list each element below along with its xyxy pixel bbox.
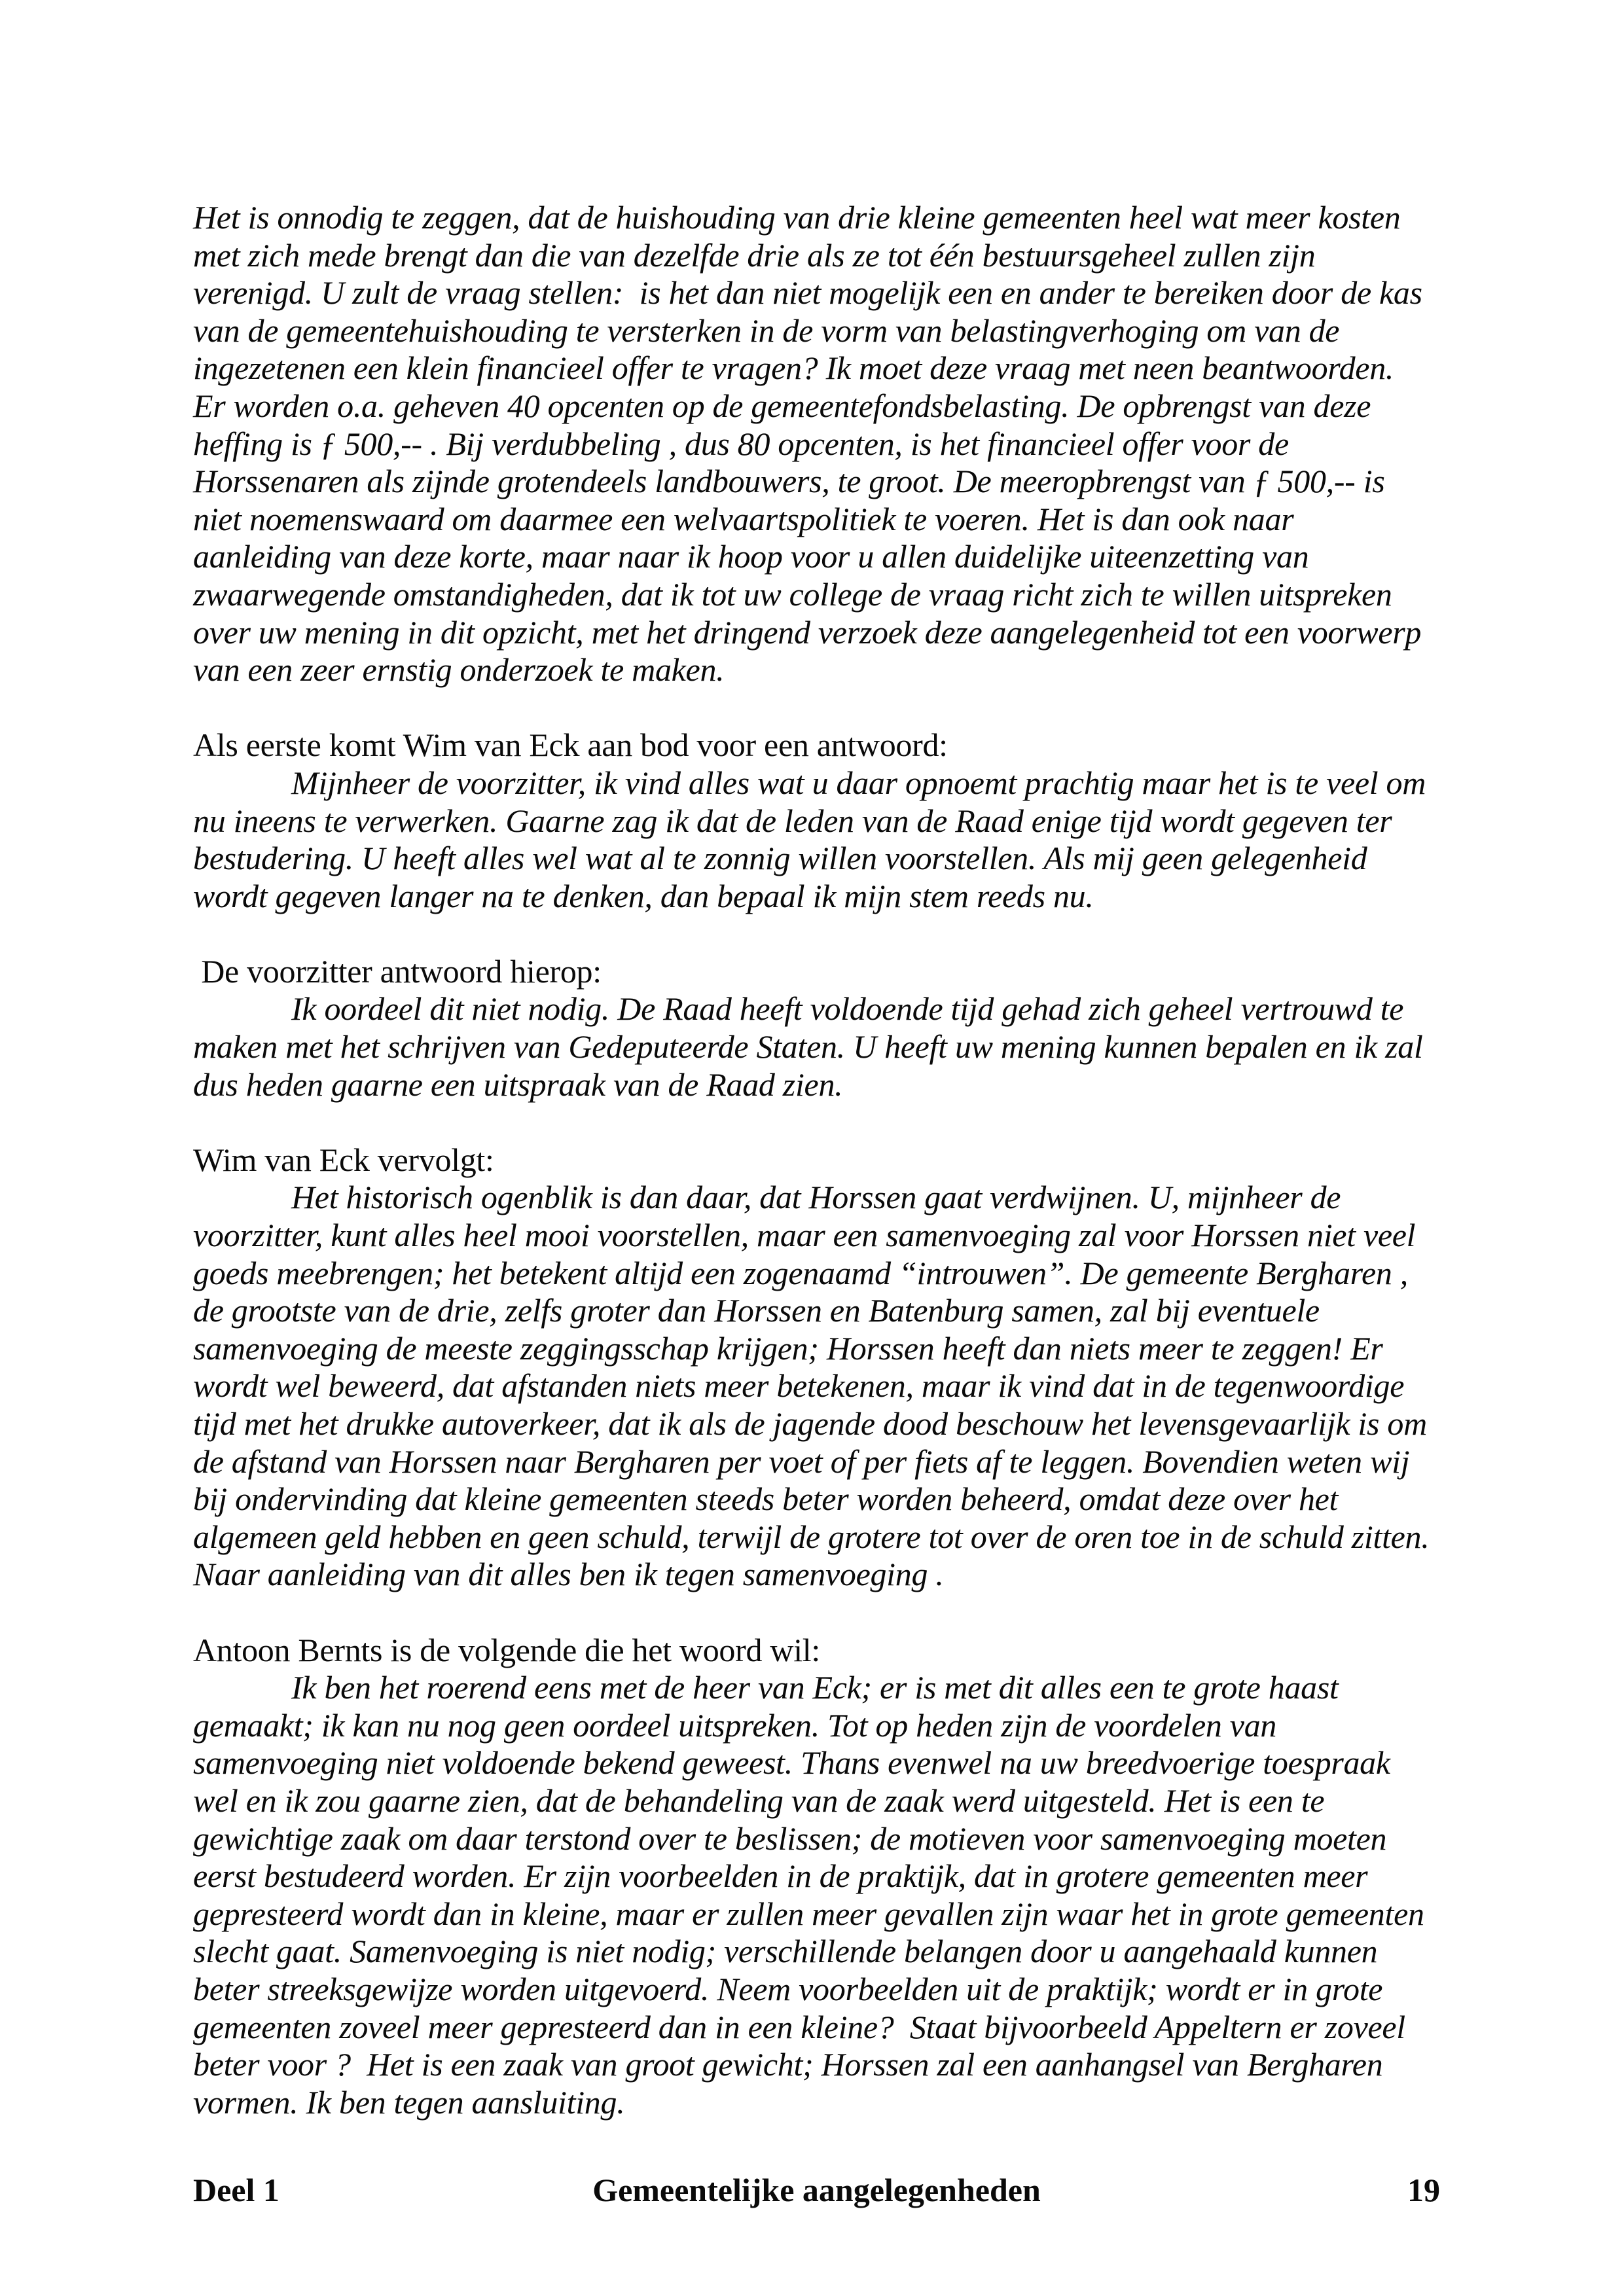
opening-paragraph: Het is onnodig te zeggen, dat de huishouding van drie kleine gemeenten heel wat meer kosten met zich mede brengt dan die van dezelfde drie als ze tot één bestuursgeheel zullen zijn verenigd. U zult de vraag stellen: is het dan niet mogelijk een en ander te bereiken door de kas van de gemeentehuishouding te versterken in de vorm van belastingverhoging om van de ingezetenen een klein financieel offer te vragen? Ik moet deze vraag met neen beantwoorden. Er worden o.a. geheven 40 opcenten op de gemeentefondsbelasting. De opbrengst van deze heffing is ƒ 500,-- . Bij verdubbeling , dus 80 opcenten, is het financieel offer voor de Horssenaren als zijnde grotendeels landbouwers, te groot. De meeropbrengst van ƒ 500,-- is niet noemenswaard om daarmee een welvaartspolitiek te voeren. Het is dan ook naar aanleiding van deze korte, maar naar ik hoop voor u allen duidelijke uiteenzetting van zwaarwegende omstandigheden, dat ik tot uw college de vraag richt zich te willen uitspreken over uw mening in dit opzicht, met het dringend verzoek deze aangelegenheid tot een voorwerp van een zeer ernstig onderzoek te maken. [193,199,1430,689]
page-footer [193,2172,1440,2210]
page-body-text [193,199,1437,2121]
quote-wim-van-eck-1: Mijnheer de voorzitter, ik vind alles wat u daar opnoemt prachtig maar het is te veel om nu ineens te verwerken. Gaarne zag ik dat de leden van de Raad enige tijd wordt gegeven ter bestudering. U heeft alles wel wat al te zonnig willen voorstellen. Als mij geen gelegenheid wordt gegeven langer na te denken, dan bepaal ik mijn stem reeds nu. [193,764,1434,914]
speaker-line-antoon-bernts: Antoon Bernts is de volgende die het woord wil: [193,1631,820,1668]
quote-antoon-bernts: Ik ben het roerend eens met de heer van Eck; er is met dit alles een te grote haast gemaakt; ik kan nu nog geen oordeel uitspreken. Tot op heden zijn de voordelen van samenvoeging niet voldoende bekend geweest. Thans evenwel na uw breedvoerige toespraak wel en ik zou gaarne zien, dat de behandeling van de zaak werd uitgesteld. Het is een te gewichtige zaak om daar terstond over te beslissen; de motieven voor samenvoeging moeten eerst bestudeerd worden. Er zijn voorbeelden in de praktijk, dat in grotere gemeenten meer gepresteerd wordt dan in kleine, maar er zullen meer gevallen zijn waar het in grote gemeenten slecht gaat. Samenvoeging is niet nodig; verschillende belangen door u aangehaald kunnen beter streeksgewijze worden uitgevoerd. Neem voorbeelden uit de praktijk; wordt er in grote gemeenten zoveel meer gepresteerd dan in een kleine? Staat bijvoorbeeld Appeltern er zoveel beter voor ? Het is een zaak van groot gewicht; Horssen zal een aanhangsel van Bergharen vormen. Ik ben tegen aansluiting. [193,1669,1432,2121]
speaker-line-wim-van-eck-1: Als eerste komt Wim van Eck aan bod voor een antwoord: [193,726,948,764]
footer-chapter-title: Gemeentelijke aangelegenheden [592,2172,1041,2208]
quote-voorzitter: Ik oordeel dit niet nodig. De Raad heeft voldoende tijd gehad zich geheel vertrouwd te maken met het schrijven van Gedeputeerde Staten. U heeft uw mening kunnen bepalen en ik zal dus heden gaarne een uitspraak van de Raad zien. [193,990,1431,1103]
speaker-line-voorzitter: De voorzitter antwoord hierop: [193,952,602,990]
footer-part-label: Deel 1 [193,2172,280,2208]
quote-wim-van-eck-2: Het historisch ogenblik is dan daar, dat Horssen gaat verdwijnen. U, mijnheer de voorzitter, kunt alles heel mooi voorstellen, maar een samenvoeging zal voor Horssen niet veel goeds meebrengen; het betekent altijd een zogenaamd “introuwen”. De gemeente Bergharen , de grootste van de drie, zelfs groter dan Horssen en Batenburg samen, zal bij eventuele samenvoeging de meeste zeggingsschap krijgen; Horssen heeft dan niets meer te zeggen! Er wordt wel beweerd, dat afstanden niets meer betekenen, maar ik vind dat in de tegenwoordige tijd met het drukke autoverkeer, dat ik als de jagende dood beschouw het levensgevaarlijk is om de afstand van Horssen naar Bergharen per voet of per fiets af te leggen. Bovendien weten wij bij ondervinding dat kleine gemeenten steeds beter worden beheerd, omdat deze over het algemeen geld hebben en geen schuld, terwijl de grotere tot over de oren toe in de schuld zitten. Naar aanleiding van dit alles ben ik tegen samenvoeging . [193,1179,1437,1593]
speaker-line-wim-van-eck-2: Wim van Eck vervolgt: [193,1141,494,1178]
footer-page-number: 19 [1407,2172,1440,2208]
